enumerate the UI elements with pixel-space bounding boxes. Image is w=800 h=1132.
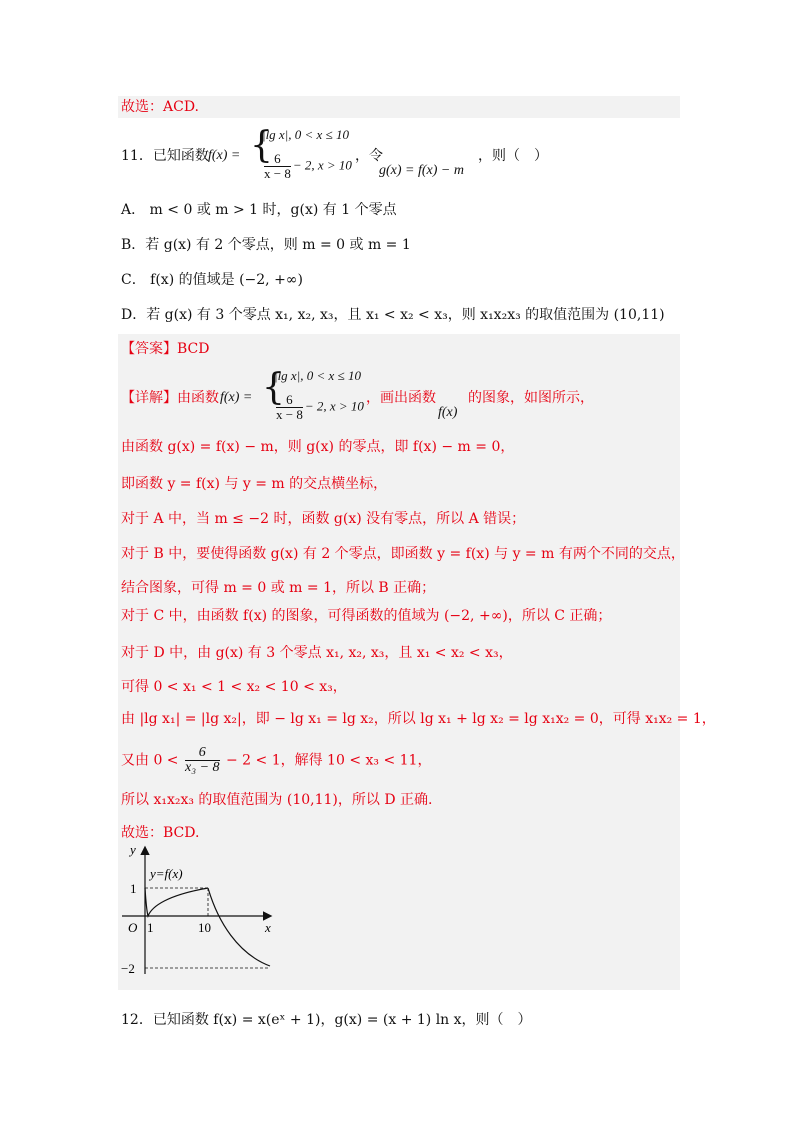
q11-case1: |lg x|, 0 < x ≤ 10 — [262, 127, 349, 142]
solution-line-6: 对于 C 中，由函数 f(x) 的图象，可得函数的值域为 (−2, +∞)，所以 C 正确； — [121, 608, 612, 624]
q11-tail: ，则（ ） — [478, 148, 548, 164]
q11-case2 — [262, 152, 352, 181]
solution-ineq-den: x₃ − 8 — [185, 760, 220, 775]
solution-line-2: 即函数 y = f(x) 与 y = m 的交点横坐标， — [121, 476, 388, 492]
x-tick-1: 1 — [147, 920, 154, 935]
q11-case2-rest: − 2, x > 10 — [292, 157, 352, 173]
q11-case2-den: x − 8 — [264, 166, 291, 181]
q11-option-b: B．若 g(x) 有 2 个零点，则 m = 0 或 m = 1 — [121, 237, 411, 253]
curve-rational — [208, 888, 270, 966]
solution-line-3: 对于 A 中，当 m ≤ −2 时，函数 g(x) 没有零点，所以 A 错误； — [121, 511, 526, 527]
solution-ineq-num: 6 — [185, 746, 220, 761]
solution-line-1: 由函数 g(x) = f(x) − m，则 g(x) 的零点，即 f(x) − m = 0， — [121, 439, 515, 455]
q11-func: f(x) = — [208, 148, 241, 163]
solution-case1: |lg x|, 0 < x ≤ 10 — [274, 368, 361, 383]
solution-brace: { — [262, 367, 285, 408]
curve-label: y=f(x) — [150, 866, 183, 881]
solution-detail-tag: 【详解】 — [121, 390, 177, 406]
solution-detail-lead: 由函数 — [177, 390, 219, 406]
solution-line-4: 对于 B 中，要使得函数 g(x) 有 2 个零点，即函数 y = f(x) 与 y = m 有两个不同的交点， — [121, 546, 685, 562]
y-axis-label: y — [130, 842, 136, 857]
q11-g-def: g(x) = f(x) − m — [379, 163, 464, 178]
solution-case2-den: x − 8 — [276, 407, 303, 422]
solution-line-9: 由 |lg x₁| = |lg x₂|，即 − lg x₁ = lg x₂，所以 lg x₁ + lg x₂ = lg x₁x₂ = 0，可得 x₁x₂ = 1， — [121, 711, 716, 727]
solution-line-5: 结合图象，可得 m = 0 或 m = 1，所以 B 正确； — [121, 580, 436, 596]
solution-case2 — [274, 393, 364, 422]
y-tick-neg2: −2 — [121, 961, 135, 976]
q11-option-d: D．若 g(x) 有 3 个零点 x₁, x₂, x₃，且 x₁ < x₂ < x₃，则 x₁x₂x₃ 的取值范围为 (10,11) — [121, 307, 665, 323]
solution-line-7: 对于 D 中，由 g(x) 有 3 个零点 x₁, x₂, x₃，且 x₁ < x₂ < x₃， — [121, 645, 513, 661]
q11-brace: { — [250, 125, 273, 166]
solution-detail-mid: ，画出函数 — [366, 390, 436, 406]
q11-option-a: A． m < 0 或 m > 1 时，g(x) 有 1 个零点 — [121, 202, 397, 218]
y-tick-1: 1 — [130, 881, 137, 896]
solution-range-line: 所以 x₁x₂x₃ 的取值范围为 (10,11)，所以 D 正确. — [121, 792, 433, 808]
prev-answer-band — [118, 96, 680, 118]
solution-case2-num: 6 — [276, 393, 303, 408]
curve-lg — [145, 888, 208, 916]
q11-case2-num: 6 — [264, 152, 291, 167]
origin-label: O — [128, 920, 138, 935]
prev-answer: 故选：ACD. — [121, 99, 199, 115]
solution-detail-fx: f(x) — [438, 405, 458, 420]
solution-line-8: 可得 0 < x₁ < 1 < x₂ < 10 < x₃， — [121, 679, 347, 695]
solution-final: 故选：BCD. — [121, 825, 200, 841]
x-axis-label: x — [265, 920, 271, 935]
q11-lead: 11．已知函数 — [121, 148, 209, 164]
solution-detail-func: f(x) = — [220, 390, 253, 405]
q12-text: 12．已知函数 f(x) = x(eˣ + 1)，g(x) = (x + 1) ln x，则（ ） — [121, 1012, 532, 1028]
solution-ineq-rest: − 2 < 1，解得 10 < x₃ < 11， — [225, 752, 432, 769]
q11-mid: ，令 — [355, 148, 383, 164]
solution-detail-tail: 的图象，如图所示， — [468, 390, 594, 406]
function-graph — [118, 842, 288, 982]
x-tick-10: 10 — [198, 920, 211, 935]
solution-answer: 【答案】BCD — [121, 341, 210, 357]
q11-option-c: C． f(x) 的值域是 (−2, +∞) — [121, 272, 303, 288]
solution-ineq-lead: 又由 0 < — [121, 752, 179, 769]
solution-inequality — [121, 746, 431, 775]
solution-case2-rest: − 2, x > 10 — [304, 398, 364, 414]
